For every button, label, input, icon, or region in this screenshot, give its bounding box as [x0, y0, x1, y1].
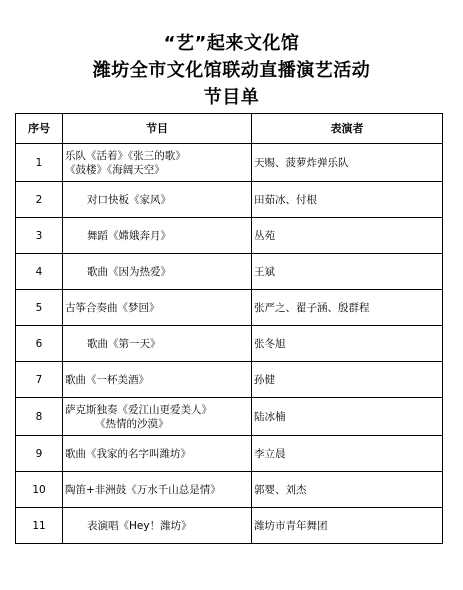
row-number: 4 — [16, 254, 63, 290]
row-performer: 张严之、翟子涵、殷群程 — [252, 290, 443, 326]
table-row — [16, 326, 443, 362]
program-line: 萨克斯独奏《爱江山更爱美人》 — [65, 403, 212, 416]
row-program — [63, 362, 252, 398]
program-line: 古筝合奏曲《梦回》 — [65, 301, 160, 314]
row-performer: 李立晨 — [252, 436, 443, 472]
row-performer: 潍坊市青年舞团 — [252, 508, 443, 544]
row-program — [63, 182, 252, 218]
header-number: 序号 — [16, 114, 63, 144]
program-line: 《鼓楼》《海阔天空》 — [65, 163, 165, 176]
row-number: 11 — [16, 508, 63, 544]
row-performer: 田茹冰、付根 — [252, 182, 443, 218]
row-number: 1 — [16, 144, 63, 182]
row-program — [63, 218, 252, 254]
row-program — [63, 254, 252, 290]
program-line: 陶笛+非洲鼓《万水千山总是情》 — [65, 483, 221, 496]
program-line: 歌曲《第一天》 — [87, 337, 161, 350]
row-performer: 孙健 — [252, 362, 443, 398]
program-line: 表演唱《Hey！潍坊》 — [87, 519, 192, 532]
program-line: 歌曲《一杯美酒》 — [65, 373, 149, 386]
row-number: 3 — [16, 218, 63, 254]
row-program — [63, 472, 252, 508]
table-row — [16, 472, 443, 508]
row-number: 6 — [16, 326, 63, 362]
table-row — [16, 254, 443, 290]
row-performer: 王斌 — [252, 254, 443, 290]
program-line: 歌曲《我家的名字叫潍坊》 — [65, 447, 191, 460]
row-number: 5 — [16, 290, 63, 326]
row-number: 7 — [16, 362, 63, 398]
table-row — [16, 508, 443, 544]
row-number: 9 — [16, 436, 63, 472]
table-row — [16, 144, 443, 182]
row-number: 10 — [16, 472, 63, 508]
program-line: 舞蹈《嫦娥奔月》 — [87, 229, 171, 242]
table-row — [16, 218, 443, 254]
row-program — [63, 436, 252, 472]
title-line-2: 潍坊全市文化馆联动直播演艺活动 — [92, 60, 371, 81]
row-number: 2 — [16, 182, 63, 218]
header-performer: 表演者 — [252, 114, 443, 144]
row-program — [63, 326, 252, 362]
program-line: 乐队《活着》《张三的歌》 — [65, 149, 186, 162]
row-number: 8 — [16, 398, 63, 436]
table-row — [16, 182, 443, 218]
table-row — [16, 436, 443, 472]
program-table — [15, 113, 443, 544]
document-title — [0, 30, 463, 111]
title-line-1: “艺”起来文化馆 — [163, 33, 300, 54]
row-program — [63, 508, 252, 544]
program-line: 对口快板《家风》 — [87, 193, 171, 206]
table-row — [16, 362, 443, 398]
row-program — [63, 398, 252, 436]
row-performer: 天赐、菠萝炸弹乐队 — [252, 144, 443, 182]
row-performer: 郭婴、刘杰 — [252, 472, 443, 508]
program-line: 《热情的沙漠》 — [95, 417, 169, 430]
title-line-3: 节目单 — [203, 87, 260, 108]
row-performer: 陆冰楠 — [252, 398, 443, 436]
row-performer: 丛苑 — [252, 218, 443, 254]
table-row — [16, 398, 443, 436]
program-line: 歌曲《因为热爱》 — [87, 265, 171, 278]
row-program — [63, 144, 252, 182]
table-header-row — [16, 114, 443, 144]
header-program: 节目 — [63, 114, 252, 144]
row-program — [63, 290, 252, 326]
row-performer: 张冬旭 — [252, 326, 443, 362]
table-row — [16, 290, 443, 326]
